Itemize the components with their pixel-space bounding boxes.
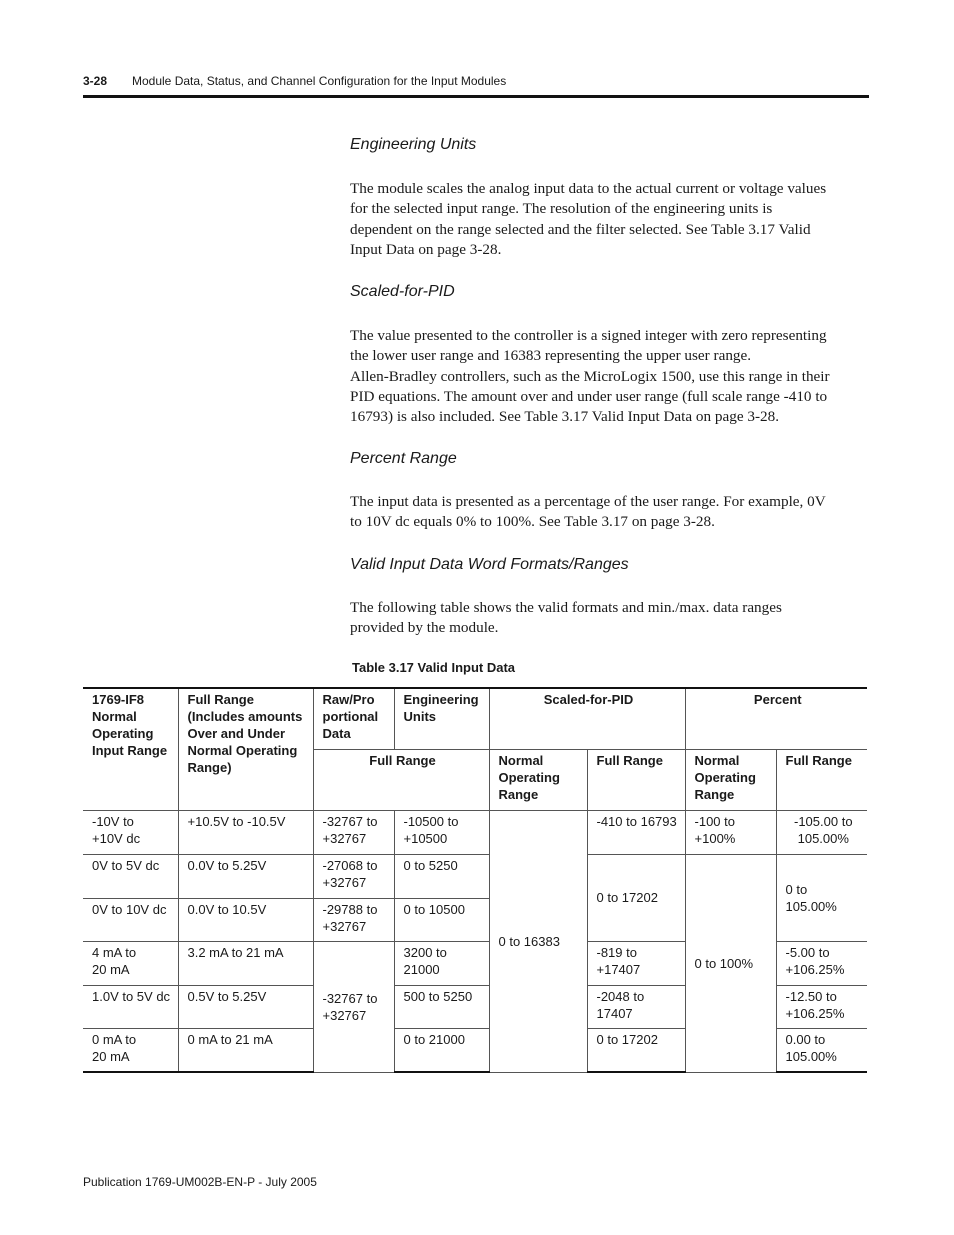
cell-normal-range (83, 810, 178, 854)
section-heading-engineering-units: Engineering Units (350, 136, 477, 153)
header-text: Range (498, 786, 539, 802)
cell-text: +106.25% (785, 1005, 845, 1021)
header-text: (Includes amounts (187, 709, 303, 724)
header-text: Data (322, 726, 351, 741)
header-text: Units (403, 709, 436, 724)
header-text: Over and Under (187, 726, 286, 741)
section-heading-valid-input-data: Valid Input Data Word Formats/Ranges (350, 556, 629, 573)
header-text: Raw/Pro (322, 692, 375, 707)
text-line: for the selected input range. The resolution of the engineering units is (350, 200, 773, 218)
header-rule (83, 95, 869, 98)
header-text: Operating (92, 726, 154, 741)
cell-text: 20 mA (92, 1048, 130, 1064)
cell-engineering (394, 810, 489, 854)
text-line: provided by the module. (350, 619, 499, 637)
cell-text: 21000 (403, 961, 440, 977)
subheader-percent-normal-range (685, 749, 776, 810)
subheader-percent-full-range: Full Range (776, 749, 867, 810)
cell-pid-normal-merged: 0 to 16383 (489, 810, 587, 1072)
cell-raw (313, 854, 394, 898)
cell-percent-full (776, 985, 867, 1028)
cell-text: -5.00 to (785, 944, 830, 960)
header-text: Full Range (187, 692, 254, 707)
paragraph-scaled-for-pid (350, 326, 870, 427)
page-number: 3-28 (83, 74, 108, 88)
cell-text: -105.00 to (794, 813, 853, 829)
header-text: Normal (92, 709, 137, 724)
cell-full-range: 0.0V to 10.5V (178, 898, 313, 941)
paragraph-percent-range (350, 492, 870, 533)
cell-engineering: 500 to 5250 (394, 985, 489, 1028)
subheader-pid-normal-range (489, 749, 587, 810)
valid-input-data-table (83, 687, 867, 1073)
cell-percent-full (776, 941, 867, 985)
cell-text: 3200 to (403, 944, 447, 960)
header-normal-input-range (83, 688, 178, 810)
cell-text: +32767 (322, 830, 367, 846)
text-line: Allen-Bradley controllers, such as the MicroLogix 1500, use this range in their (350, 367, 830, 385)
cell-percent-full-merged (776, 854, 867, 941)
cell-text: -10500 to (403, 813, 459, 829)
section-heading-percent-range: Percent Range (350, 450, 457, 467)
page-header (83, 72, 869, 92)
cell-text: 17407 (596, 1005, 633, 1021)
table-caption: Table 3.17 Valid Input Data (352, 660, 516, 675)
paragraph-engineering-units (350, 179, 870, 260)
cell-full-range: 0 mA to 21 mA (178, 1028, 313, 1072)
table-header-row (83, 688, 867, 749)
cell-text: +100% (694, 830, 736, 846)
subheader-pid-full-range: Full Range (587, 749, 685, 810)
cell-text: +106.25% (785, 961, 845, 977)
cell-text: 0 mA to (92, 1031, 137, 1047)
cell-text: -2048 to (596, 988, 645, 1004)
header-percent: Percent (685, 688, 867, 749)
header-text: Normal Operating (187, 743, 298, 758)
text-line: 16793) is also included. See Table 3.17 Valid Input Data on page 3-28. (350, 408, 780, 426)
cell-pid-full: 0 to 17202 (587, 1028, 685, 1072)
text-line: The value presented to the controller is a signed integer with zero representing (350, 327, 827, 344)
cell-text: 105.00% (785, 1048, 837, 1064)
table-row (83, 810, 867, 854)
cell-percent-full (776, 810, 867, 854)
cell-text: 105.00% (785, 898, 837, 914)
cell-text: +32767 (322, 1007, 367, 1023)
table-row (83, 854, 867, 898)
header-text: Normal (694, 752, 740, 768)
cell-pid-full-merged: 0 to 17202 (587, 854, 685, 941)
header-text: Range) (187, 760, 232, 775)
cell-text: 0 to (785, 881, 808, 897)
cell-raw (313, 810, 394, 854)
cell-text: 105.00% (797, 830, 849, 846)
cell-text: -32767 to (322, 990, 378, 1006)
paragraph-valid-input-data (350, 598, 870, 639)
text-line: The module scales the analog input data to the actual current or voltage values (350, 180, 827, 197)
cell-percent-full (776, 1028, 867, 1072)
cell-percent-normal-merged: 0 to 100% (685, 854, 776, 1072)
cell-text: -27068 to (322, 857, 378, 873)
cell-normal-range: 0V to 10V dc (83, 898, 178, 941)
cell-percent-normal (685, 810, 776, 854)
cell-text: -29788 to (322, 901, 378, 917)
cell-text: -12.50 to (785, 988, 837, 1004)
cell-text: 20 mA (92, 961, 130, 977)
cell-text: -10V to (92, 813, 134, 829)
cell-full-range: 0.5V to 5.25V (178, 985, 313, 1028)
cell-normal-range (83, 1028, 178, 1072)
header-text: 1769-IF8 (92, 692, 145, 707)
header-raw-proportional (313, 688, 394, 749)
cell-text: -819 to (596, 944, 637, 960)
header-text: Operating (694, 769, 756, 785)
cell-pid-full (587, 985, 685, 1028)
publication-footer: Publication 1769-UM002B-EN-P - July 2005 (83, 1175, 317, 1189)
section-heading-scaled-for-pid: Scaled-for-PID (350, 283, 455, 300)
cell-text: 0.00 to (785, 1031, 826, 1047)
cell-engineering (394, 941, 489, 985)
header-text: Input Range (92, 743, 168, 758)
header-text: Engineering (403, 692, 479, 707)
cell-text: +32767 (322, 918, 367, 934)
header-text: Normal (498, 752, 544, 768)
text-line: the lower user range and 16383 representing the upper user range. (350, 347, 752, 365)
text-line: dependent on the range selected and the filter selected. See Table 3.17 Valid (350, 220, 811, 238)
cell-text: -100 to (694, 813, 735, 829)
cell-raw-merged (313, 941, 394, 1072)
cell-pid-full: -410 to 16793 (587, 810, 685, 854)
text-line: The input data is presented as a percentage of the user range. For example, 0V (350, 493, 826, 510)
header-text: portional (322, 709, 379, 724)
header-engineering-units (394, 688, 489, 749)
text-line: Input Data on page 3-28. (350, 240, 502, 258)
cell-full-range: 0.0V to 5.25V (178, 854, 313, 898)
cell-full-range: +10.5V to -10.5V (178, 810, 313, 854)
cell-text: 4 mA to (92, 944, 137, 960)
subheader-full-range: Full Range (313, 749, 489, 810)
cell-pid-full (587, 941, 685, 985)
header-full-range (178, 688, 313, 810)
cell-normal-range (83, 941, 178, 985)
header-scaled-for-pid: Scaled-for-PID (489, 688, 685, 749)
cell-text: +10500 (403, 830, 448, 846)
chapter-title: Module Data, Status, and Channel Configuration for the Input Modules (132, 74, 507, 88)
cell-engineering: 0 to 10500 (394, 898, 489, 941)
cell-text: -32767 to (322, 813, 378, 829)
text-line: The following table shows the valid formats and min./max. data ranges (350, 599, 782, 616)
cell-normal-range: 0V to 5V dc (83, 854, 178, 898)
cell-engineering: 0 to 5250 (394, 854, 489, 898)
header-text: Range (694, 786, 735, 802)
cell-raw (313, 898, 394, 941)
cell-text: +32767 (322, 874, 367, 890)
text-line: to 10V dc equals 0% to 100%. See Table 3.17 on page 3-28. (350, 513, 715, 531)
text-line: PID equations. The amount over and under user range (full scale range -410 to (350, 387, 828, 405)
cell-engineering: 0 to 21000 (394, 1028, 489, 1072)
cell-text: +17407 (596, 961, 641, 977)
header-text: Operating (498, 769, 560, 785)
cell-normal-range: 1.0V to 5V dc (83, 985, 178, 1028)
cell-text: +10V dc (92, 830, 141, 846)
cell-full-range: 3.2 mA to 21 mA (178, 941, 313, 985)
